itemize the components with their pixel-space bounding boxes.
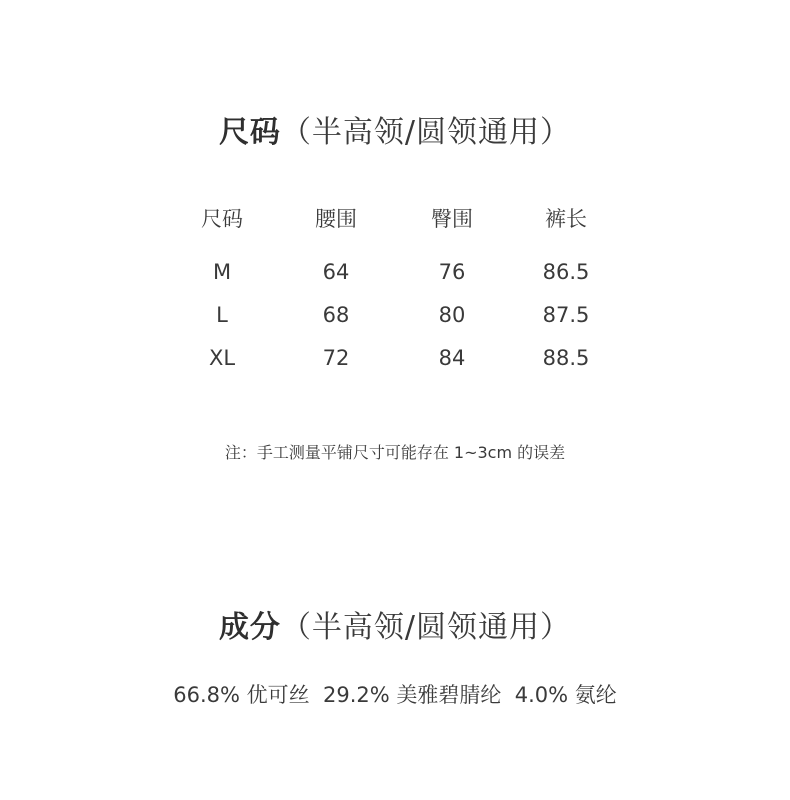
size-table-header-size: 尺码 (201, 207, 243, 231)
composition-section-heading (0, 608, 790, 648)
size-table-cell: 76 (438, 260, 466, 284)
size-table-cell: M (212, 260, 232, 284)
size-table-cell: 64 (322, 260, 350, 284)
size-table-cell: 88.5 (542, 346, 590, 370)
size-section-title: 尺码 (218, 115, 281, 150)
size-table-cell: XL (208, 346, 236, 370)
composition-section-subtitle: （半高领/圆领通用） (280, 610, 572, 645)
measurement-note: 注：手工测量平铺尺寸可能存在 1~3cm 的误差 (224, 443, 566, 462)
size-table-header-length: 裤长 (545, 207, 587, 231)
size-table-cell: 86.5 (542, 260, 590, 284)
composition-section-title: 成分 (218, 610, 281, 645)
composition-text: 66.8% 优可丝 29.2% 美雅碧腈纶 4.0% 氨纶 (173, 683, 617, 707)
size-section-heading (0, 113, 790, 153)
size-table-cell: 80 (438, 303, 466, 327)
size-table-cell: 84 (438, 346, 466, 370)
size-table-header-waist: 腰围 (315, 207, 357, 231)
size-table-cell: 68 (322, 303, 350, 327)
size-section-subtitle: （半高领/圆领通用） (280, 115, 572, 150)
size-table-cell: 87.5 (542, 303, 590, 327)
size-table-cell: L (216, 303, 228, 327)
size-table-header-hip: 臀围 (431, 207, 473, 231)
size-table-cell: 72 (322, 346, 350, 370)
